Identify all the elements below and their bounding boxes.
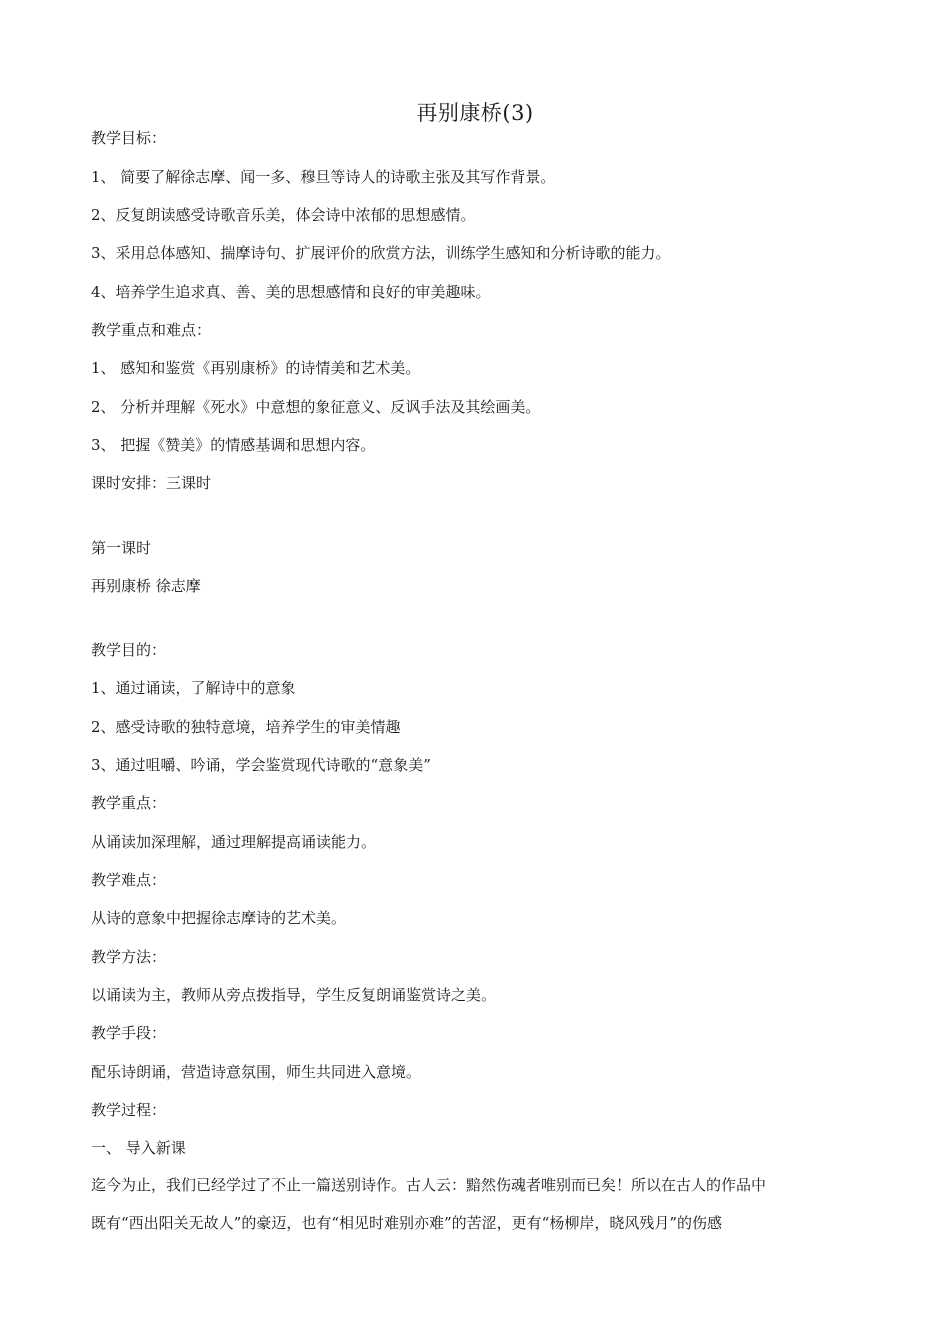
poem-title-author: 再别康桥 徐志摩 [91, 577, 201, 595]
goal-item-2: 2、反复朗读感受诗歌音乐美，体会诗中浓郁的思想感情。 [91, 206, 476, 224]
process-step-1: 一、 导入新课 [91, 1139, 186, 1157]
heading-teaching-goals: 教学目标： [91, 129, 167, 147]
purpose-item-3: 3、通过咀嚼、吟诵，学会鉴赏现代诗歌的“意象美” [91, 756, 431, 774]
purpose-item-2: 2、感受诗歌的独特意境，培养学生的审美情趣 [91, 718, 401, 736]
heading-key-difficult-points: 教学重点和难点： [91, 321, 212, 339]
intro-paragraph-line-1: 迄今为止，我们已经学过了不止一篇送别诗作。古人云：黯然伤魂者唯别而已矣！所以在古人的作品中 [91, 1176, 767, 1194]
schedule-line: 课时安排：三课时 [91, 474, 212, 492]
intro-paragraph-line-2: 既有“西出阳关无故人”的豪迈，也有“相见时难别亦难”的苦涩，更有“杨柳岸，晓风残月”的伤感 [91, 1214, 723, 1232]
goal-item-3: 3、采用总体感知、揣摩诗句、扩展评价的欣赏方法，训练学生感知和分析诗歌的能力。 [91, 244, 671, 262]
heading-teaching-purpose: 教学目的： [91, 641, 167, 659]
goal-item-1: 1、 简要了解徐志摩、闻一多、穆旦等诗人的诗歌主张及其写作背景。 [91, 168, 556, 186]
key-point-item-1: 1、 感知和鉴赏《再别康桥》的诗情美和艺术美。 [91, 359, 421, 377]
teaching-means-text: 配乐诗朗诵，营造诗意氛围，师生共同进入意境。 [91, 1063, 422, 1081]
heading-teaching-difficulty: 教学难点： [91, 871, 167, 889]
teaching-difficulty-text: 从诗的意象中把握徐志摩诗的艺术美。 [91, 909, 347, 927]
key-point-item-2: 2、 分析并理解《死水》中意想的象征意义、反讽手法及其绘画美。 [91, 398, 541, 416]
teaching-focus-text: 从诵读加深理解，通过理解提高诵读能力。 [91, 833, 377, 851]
key-point-item-3: 3、 把握《赞美》的情感基调和思想内容。 [91, 436, 376, 454]
heading-teaching-means: 教学手段： [91, 1024, 167, 1042]
heading-teaching-method: 教学方法： [91, 948, 167, 966]
intro-paragraph [91, 1166, 861, 1242]
heading-teaching-process: 教学过程： [91, 1101, 167, 1119]
purpose-item-1: 1、通过诵读，了解诗中的意象 [91, 679, 296, 697]
document-title: 再别康桥(3) [416, 101, 534, 125]
goal-item-4: 4、培养学生追求真、善、美的思想感情和良好的审美趣味。 [91, 283, 491, 301]
heading-teaching-focus: 教学重点： [91, 794, 167, 812]
lesson-one-heading: 第一课时 [91, 539, 152, 557]
teaching-method-text: 以诵读为主，教师从旁点拨指导，学生反复朗诵鉴赏诗之美。 [91, 986, 497, 1004]
